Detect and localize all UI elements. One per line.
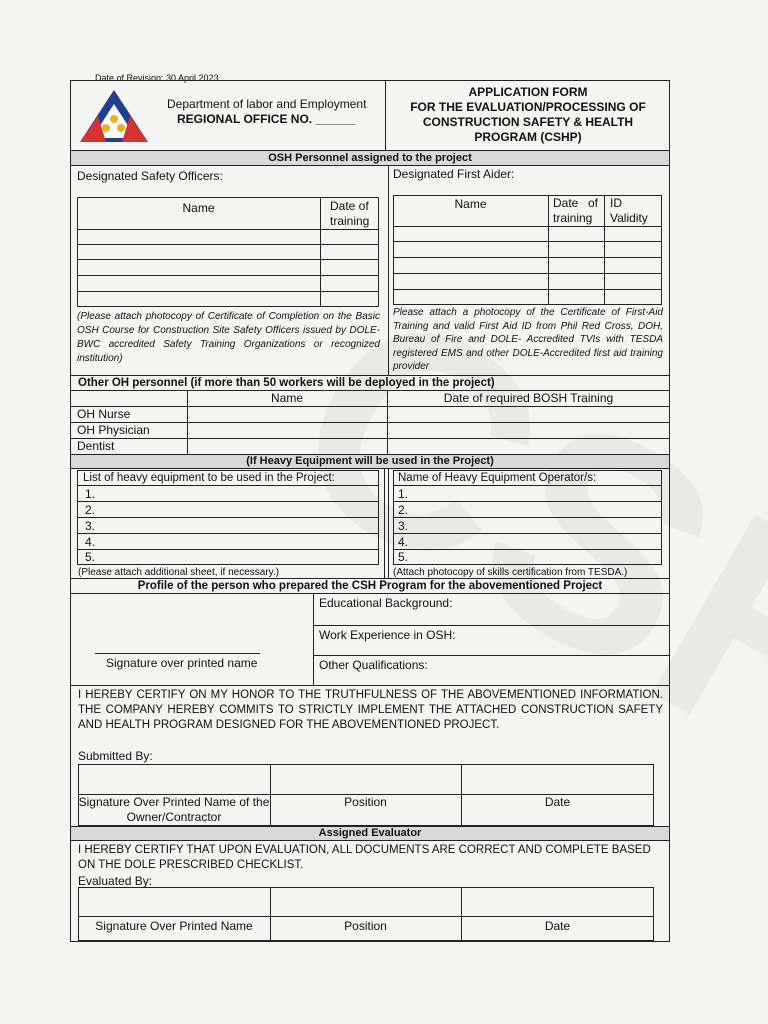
equipment-no-3: 3.: [85, 519, 96, 533]
oh-bosh-header: Date of required BOSH Training: [443, 391, 614, 405]
revision-date: Date of Revision: 30 April 2023: [95, 73, 219, 83]
work-experience-label: Work Experience in OSH:: [319, 628, 456, 642]
form-title-3: CONSTRUCTION SAFETY & HEALTH: [422, 115, 634, 129]
safety-date-header-1: Date of: [330, 199, 369, 213]
certification-text: I HEREBY CERTIFY ON MY HONOR TO THE TRUTHFULNESS OF THE ABOVEMENTIONED INFORMATION. THE COMPANY HEREBY COMMITS TO STRICTLY IMPLEMENT THE ATTACHED CONSTRUCTION SAFETY AND HEALTH PROGRAM DESIGNED FOR THE ABOVEMENTIONED PROJECT.: [78, 689, 663, 731]
aider-date-header-2: training: [553, 211, 593, 225]
oh-title: Other OH personnel (if more than 50 workers will be deployed in the project): [78, 377, 495, 389]
aider-note: Please attach a photocopy of the Certificate of First-Aid Training and valid First Aid ID from Phil Red Cross, DOH, Bureau of Fire and DOLE- Accredited TVIs with TESDA registered EMS and other DOLE-Accredited first aid training provider: [393, 307, 663, 372]
operator-no-2: 2.: [398, 503, 409, 517]
owner-signature-label-2: Owner/Contractor: [126, 810, 222, 824]
educational-background-label: Educational Background:: [319, 596, 453, 610]
regional-office: REGIONAL OFFICE NO. ______: [177, 112, 356, 126]
oh-row-nurse: OH Nurse: [77, 407, 131, 421]
equipment-no-2: 2.: [85, 503, 96, 517]
form-title-2: FOR THE EVALUATION/PROCESSING OF: [410, 100, 646, 114]
owner-position-label: Position: [344, 795, 387, 809]
other-qualifications-label: Other Qualifications:: [319, 658, 428, 672]
oh-name-header: Name: [270, 391, 303, 405]
equipment-no-5: 5.: [85, 550, 96, 564]
profile-title: Profile of the person who prepared the CSH Program for the abovementioned Project: [137, 580, 603, 592]
operator-no-3: 3.: [398, 519, 409, 533]
evaluated-by-label: Evaluated By:: [78, 874, 153, 888]
aider-date-header-1: Date: [553, 196, 579, 210]
equipment-list-label: List of heavy equipment to be used in the Project:: [83, 472, 335, 484]
oh-row-dentist: Dentist: [77, 439, 115, 453]
safety-date-header-2: training: [330, 214, 370, 228]
safety-name-header: Name: [182, 201, 215, 215]
osh-title: OSH Personnel assigned to the project: [268, 152, 472, 164]
department-name: Department of labor and Employment: [167, 97, 367, 111]
operator-no-5: 5.: [398, 550, 409, 564]
evaluator-signature-label: Signature Over Printed Name: [95, 919, 253, 933]
oh-row-physician: OH Physician: [77, 423, 150, 437]
operator-no-1: 1.: [398, 487, 409, 501]
safety-officers-label: Designated Safety Officers:: [77, 169, 223, 183]
owner-date-label: Date: [544, 795, 571, 809]
submitted-by-label: Submitted By:: [78, 749, 153, 763]
operator-list-label: Name of Heavy Equipment Operator/s:: [398, 472, 597, 484]
form-title-4: PROGRAM (CSHP): [474, 130, 582, 144]
operator-note: (Attach photocopy of skills certification from TESDA.): [393, 567, 628, 578]
heavy-title: (If Heavy Equipment will be used in the Project): [246, 455, 494, 467]
form-title-1: APPLICATION FORM: [468, 85, 588, 99]
evaluator-date-label: Date: [544, 919, 571, 933]
evaluator-title: Assigned Evaluator: [318, 827, 422, 839]
aider-name-header: Name: [454, 197, 487, 211]
aider-id-header-2: Validity: [610, 211, 648, 225]
operator-no-4: 4.: [398, 535, 409, 549]
aider-date-header-of: of: [588, 196, 599, 210]
evaluator-text: I HEREBY CERTIFY THAT UPON EVALUATION, ALL DOCUMENTS ARE CORRECT AND COMPLETE BASED ON THE DOLE PRESCRIBED CHECKLIST.: [78, 844, 651, 871]
owner-signature-label-1: Signature Over Printed Name of the: [78, 795, 270, 809]
dole-logo-icon: [76, 86, 152, 146]
equipment-note: (Please attach additional sheet, if necessary.): [78, 567, 280, 578]
preparer-signature-line: [95, 653, 260, 654]
equipment-no-1: 1.: [85, 487, 96, 501]
preparer-signature-label: Signature over printed name: [106, 656, 258, 670]
equipment-no-4: 4.: [85, 535, 96, 549]
safety-note: (Please attach photocopy of Certificate of Completion on the Basic OSH Course for Construction Site Safety Officers issued by DOLE-BWC accredited Safety Training Organizations or recognized institution): [77, 311, 380, 364]
first-aider-label: Designated First Aider:: [393, 167, 515, 181]
aider-id-header-1: ID: [610, 196, 622, 210]
evaluator-position-label: Position: [344, 919, 387, 933]
